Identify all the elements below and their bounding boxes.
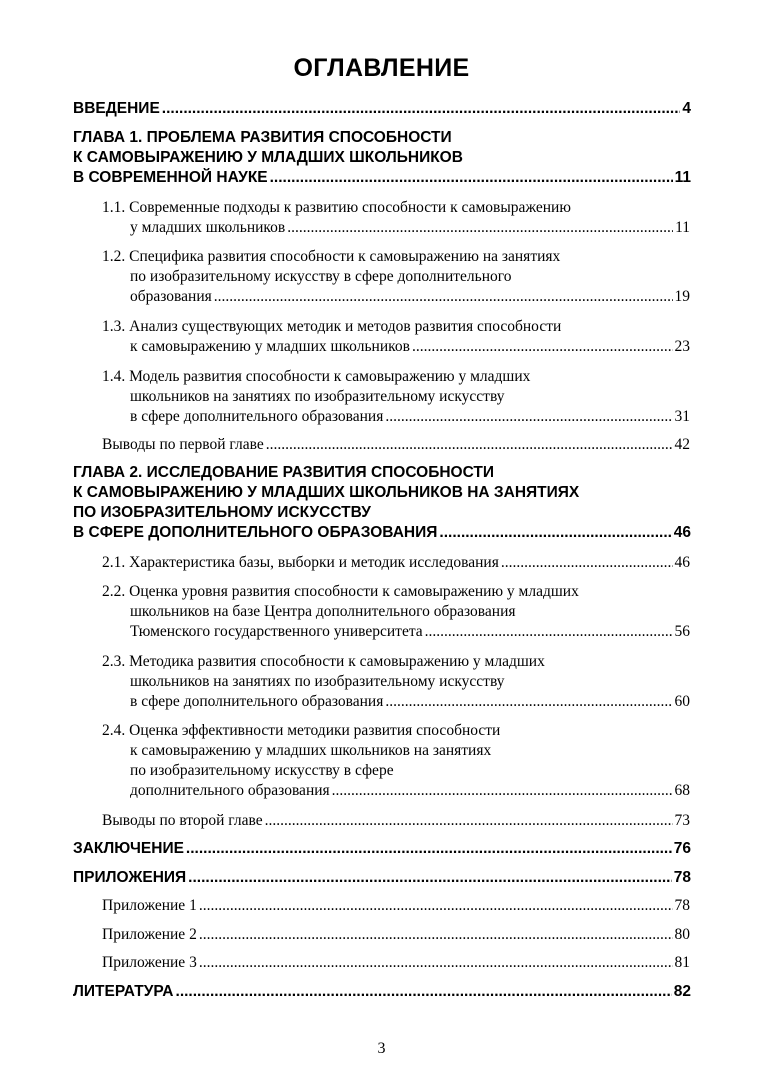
- toc-page-number: 60: [674, 693, 690, 710]
- toc-entry-chapter-2[interactable]: [73, 463, 691, 543]
- toc-entry-title: образования: [130, 288, 212, 305]
- toc-page-number: 19: [674, 288, 690, 305]
- toc-page-number: 78: [674, 897, 690, 914]
- dot-leader: [270, 168, 673, 188]
- dot-leader: [199, 896, 673, 916]
- toc-page-number: 23: [674, 338, 690, 355]
- toc-page-number: 80: [674, 926, 690, 943]
- toc-entry-title: ВВЕДЕНИЕ: [73, 100, 160, 117]
- toc-entry-title: ЗАКЛЮЧЕНИЕ: [73, 840, 184, 857]
- toc-entry-title: школьников на занятиях по изобразительному искусству: [130, 388, 505, 405]
- toc-entry-section-2-3[interactable]: [102, 652, 690, 712]
- toc-entry-title: Выводы по второй главе: [102, 812, 263, 829]
- toc-entry-title: к самовыражению у младших школьников на занятиях: [130, 742, 492, 759]
- toc-page-number: 4: [682, 100, 691, 117]
- toc-entry-title: К САМОВЫРАЖЕНИЮ У МЛАДШИХ ШКОЛЬНИКОВ: [73, 149, 463, 166]
- toc-entry-title: по изобразительному искусству в сфере дополнительного: [130, 268, 512, 285]
- toc-entry-section-1-4[interactable]: [102, 367, 690, 427]
- dot-leader: [385, 407, 672, 427]
- toc-entry-section-2-2[interactable]: [102, 582, 690, 642]
- toc-entry-title: ГЛАВА 1. ПРОБЛЕМА РАЗВИТИЯ СПОСОБНОСТИ: [73, 129, 452, 146]
- toc-entry-title: 2.1. Характеристика базы, выборки и методик исследования: [102, 554, 499, 571]
- toc-entry-title: К САМОВЫРАЖЕНИЮ У МЛАДШИХ ШКОЛЬНИКОВ НА ЗАНЯТИЯХ: [73, 484, 580, 501]
- toc-entry-introduction[interactable]: [73, 99, 691, 119]
- dot-leader: [425, 622, 673, 642]
- toc-entry-chapter-1[interactable]: [73, 128, 691, 188]
- toc-page-number: 31: [674, 408, 690, 425]
- toc-page-number: 11: [674, 169, 691, 186]
- dot-leader: [501, 553, 673, 573]
- toc-page-number: 78: [673, 869, 691, 886]
- toc-entry-title: школьников на занятиях по изобразительному искусству: [130, 673, 505, 690]
- dot-leader: [199, 925, 673, 945]
- dot-leader: [266, 435, 673, 455]
- dot-leader: [332, 781, 673, 801]
- toc-entry-title: ГЛАВА 2. ИССЛЕДОВАНИЕ РАЗВИТИЯ СПОСОБНОСТИ: [73, 464, 495, 481]
- toc-entry-chapter-2-conclusions[interactable]: [102, 811, 690, 831]
- page-number: 3: [377, 1040, 386, 1057]
- toc-page-number: 81: [674, 954, 690, 971]
- toc-entry-literature[interactable]: [73, 982, 691, 1002]
- toc-entry-title: дополнительного образования: [130, 782, 330, 799]
- toc-entry-appendix-2[interactable]: [102, 925, 690, 945]
- toc-entry-section-1-3[interactable]: [102, 317, 690, 357]
- toc-entry-appendix-1[interactable]: [102, 896, 690, 916]
- toc-entry-title: в сфере дополнительного образования: [130, 693, 384, 710]
- dot-leader: [199, 953, 673, 973]
- toc-entry-title: Выводы по первой главе: [102, 436, 264, 453]
- toc-entry-title: ПО ИЗОБРАЗИТЕЛЬНОМУ ИСКУССТВУ: [73, 504, 371, 521]
- toc-entry-title: ЛИТЕРАТУРА: [73, 983, 174, 1000]
- toc-entry-section-1-2[interactable]: [102, 247, 690, 307]
- toc-entry-title: Приложение 1: [102, 897, 197, 914]
- toc-entry-title: В СФЕРЕ ДОПОЛНИТЕЛЬНОГО ОБРАЗОВАНИЯ: [73, 524, 438, 541]
- toc-page-number: 46: [674, 554, 690, 571]
- dot-leader: [287, 218, 673, 238]
- toc-entry-title: в сфере дополнительного образования: [130, 408, 384, 425]
- dot-leader: [439, 523, 671, 543]
- toc-entry-appendices[interactable]: [73, 868, 691, 888]
- dot-leader: [188, 868, 672, 888]
- page-title: ОГЛАВЛЕНИЕ: [293, 54, 470, 82]
- toc-entry-title: В СОВРЕМЕННОЙ НАУКЕ: [73, 169, 268, 186]
- dot-leader: [265, 811, 673, 831]
- dot-leader: [162, 99, 681, 119]
- toc-entry-title: 2.3. Методика развития способности к самовыражению у младших: [102, 653, 545, 670]
- toc-entry-conclusion[interactable]: [73, 839, 691, 859]
- toc-entry-title: к самовыражению у младших школьников: [130, 338, 410, 355]
- toc-page-number: 11: [675, 219, 690, 236]
- toc-entry-appendix-3[interactable]: [102, 953, 690, 973]
- toc-page-number: 73: [674, 812, 690, 829]
- toc-entry-title: Тюменского государственного университета: [130, 623, 423, 640]
- toc-entry-title: 2.2. Оценка уровня развития способности к самовыражению у младших: [102, 583, 579, 600]
- dot-leader: [214, 287, 673, 307]
- toc-page-number: 76: [673, 840, 691, 857]
- toc-entry-title: 1.4. Модель развития способности к самовыражению у младших: [102, 368, 531, 385]
- toc-entry-title: Приложение 2: [102, 926, 197, 943]
- dot-leader: [176, 982, 672, 1002]
- dot-leader: [385, 692, 672, 712]
- toc-entry-title: по изобразительному искусству в сфере: [130, 762, 394, 779]
- toc-entry-title: 1.3. Анализ существующих методик и методов развития способности: [102, 318, 562, 335]
- toc-entry-chapter-1-conclusions[interactable]: [102, 435, 690, 455]
- toc-entry-title: Приложение 3: [102, 954, 197, 971]
- toc-page-number: 68: [674, 782, 690, 799]
- toc-page-number: 42: [674, 436, 690, 453]
- toc-entry-title: 1.2. Специфика развития способности к самовыражению на занятиях: [102, 248, 561, 265]
- toc-entry-section-2-1[interactable]: [102, 553, 690, 573]
- toc-entry-title: школьников на базе Центра дополнительного образования: [130, 603, 516, 620]
- toc-entry-title: 2.4. Оценка эффективности методики развития способности: [102, 722, 501, 739]
- toc-page-number: 46: [673, 524, 691, 541]
- toc-entry-title: 1.1. Современные подходы к развитию способности к самовыражению: [102, 199, 571, 216]
- toc-entry-title: ПРИЛОЖЕНИЯ: [73, 869, 187, 886]
- dot-leader: [412, 337, 673, 357]
- toc-page-number: 82: [673, 983, 691, 1000]
- dot-leader: [186, 839, 672, 859]
- toc-entry-title: у младших школьников: [130, 219, 286, 236]
- toc-page-number: 56: [674, 623, 690, 640]
- toc-entry-section-2-4[interactable]: [102, 721, 690, 801]
- toc-entry-section-1-1[interactable]: [102, 198, 690, 238]
